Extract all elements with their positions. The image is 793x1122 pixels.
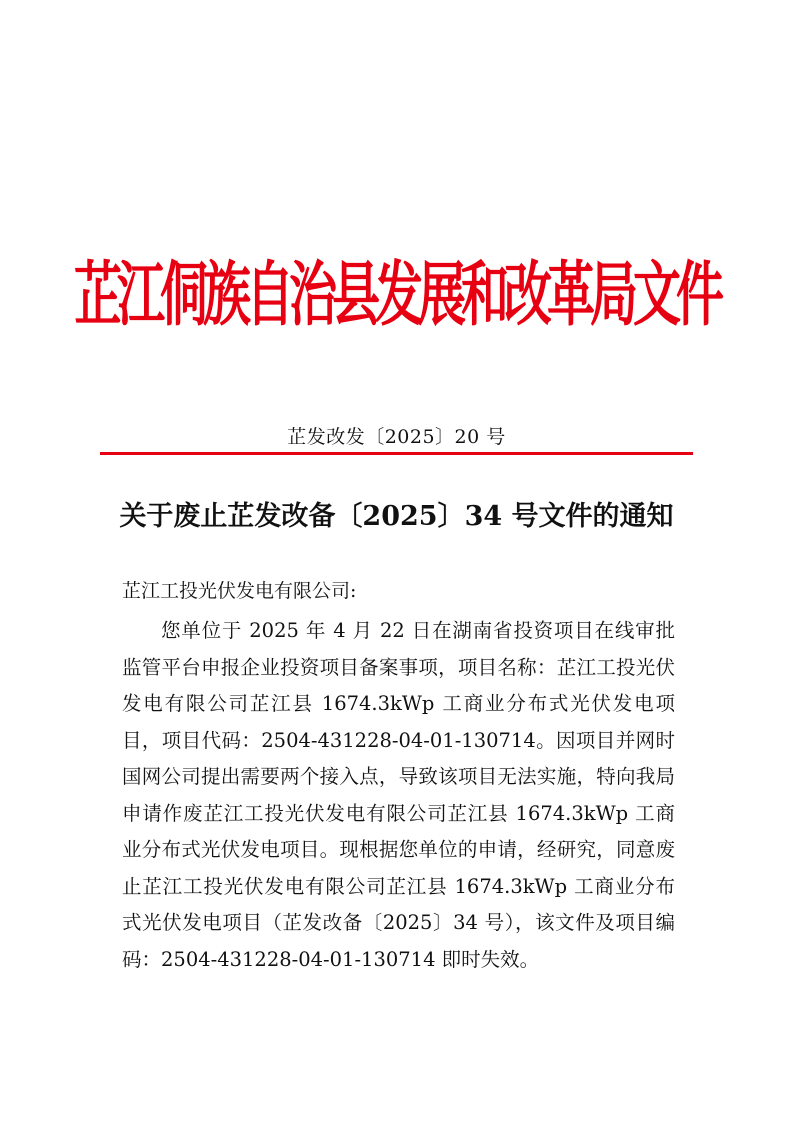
document-number: 芷发改发〔2025〕20 号	[287, 426, 506, 448]
document-title: 关于废止芷发改备〔2025〕34 号文件的通知	[119, 501, 674, 532]
body-paragraph: 您单位于 2025 年 4 月 22 日在湖南省投资项目在线审批监管平台申报企业投资项目备案事项，项目名称：芷江工投光伏发电有限公司芷江县 1674.3kWp 工商业分布式光伏发电项目，项目代码：2504-431228-04-01-130714。因项目并网时国网公司提出需要两个接入点，导致该项目无法实施，特向我局申请作废芷江工投光伏发电有限公司芷江县 1674.3kWp 工商业分布式光伏发电项目。现根据您单位的申请，经研究，同意废止芷江工投光伏发电有限公司芷江县 1674.3kWp 工商业分布式光伏发电项目（芷发改备〔2025〕34 号），该文件及项目编码：2504-431228-04-01-130714 即时失效。	[122, 619, 675, 971]
red-divider	[100, 452, 693, 455]
masthead-title: 芷江侗族自治县发展和改革局文件	[74, 253, 720, 336]
salutation: 芷江工投光伏发电有限公司:	[122, 580, 357, 602]
